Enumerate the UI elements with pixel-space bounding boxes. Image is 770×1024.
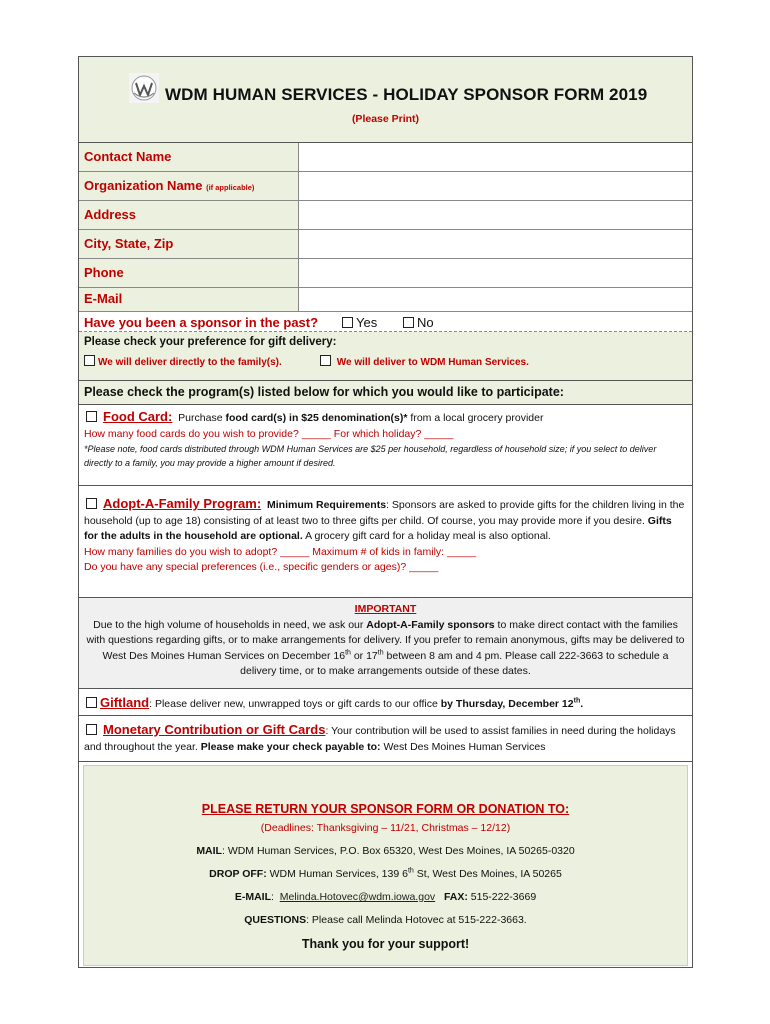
food-card-checkbox[interactable] [86, 411, 97, 422]
form-header [79, 57, 692, 143]
checkbox-icon[interactable] [403, 317, 414, 328]
adopt-a-family-checkbox[interactable] [86, 498, 97, 509]
address-label: Address [84, 207, 137, 222]
contact-name-row [79, 143, 692, 172]
contact-name-field[interactable] [298, 143, 692, 171]
programs-heading: Please check the program(s) listed below for which you would like to participate: [79, 381, 692, 405]
form-title: WDM HUMAN SERVICES - HOLIDAY SPONSOR FORM 2019 [165, 85, 648, 104]
return-dropoff: DROP OFF: WDM Human Services, 139 6th St, West Des Moines, IA 50265 [209, 867, 562, 880]
return-mail: MAIL: WDM Human Services, P.O. Box 65320, West Des Moines, IA 50265-0320 [196, 845, 575, 857]
please-print-note: (Please Print) [351, 113, 420, 125]
contact-name-label: Contact Name [84, 149, 172, 164]
food-card-section: Food Card: Purchase food card(s) in $25 denomination(s)* from a local grocery provider How many food cards do you wish to provide? _____ For which holiday? _____ *Please note, food cards distributed through WDM Human Services are $25 per household, regardless of household size; if you select to deliver directly to a family, you may provide a higher amount if desired. [79, 405, 692, 486]
delivery-preference [79, 332, 692, 381]
deliver-to-wdm-option[interactable]: We will deliver to WDM Human Services. [320, 355, 529, 368]
past-sponsor-label: Have you been a sponsor in the past? [84, 315, 319, 330]
adopt-question-preferences: Do you have any special preferences (i.e., specific genders or ages)? _____ [84, 561, 439, 573]
adopt-question-families: How many families do you wish to adopt? _____ Maximum # of kids in family: _____ [84, 545, 477, 558]
return-email: E-MAIL: Melinda.Hotovec@wdm.iowa.gov FAX: 515-222-3669 [234, 891, 537, 903]
checkbox-icon[interactable] [84, 355, 95, 366]
city-state-zip-label: City, State, Zip [84, 236, 174, 251]
return-info-box [83, 765, 688, 966]
monetary-section: Monetary Contribution or Gift Cards: Your contribution will be used to assist families in need during the holidays and throughout the year. Please make your check payable to: West Des Moines Human Services [79, 716, 692, 762]
return-info-section [79, 762, 692, 969]
past-sponsor-question [79, 312, 692, 332]
phone-row [79, 259, 692, 288]
important-notice [79, 598, 692, 689]
phone-field[interactable] [298, 259, 692, 287]
return-heading: PLEASE RETURN YOUR SPONSOR FORM OR DONATION TO: [201, 802, 570, 816]
delivery-heading: Please check your preference for gift delivery: [84, 336, 337, 348]
monetary-checkbox[interactable] [86, 724, 97, 735]
city-state-zip-field[interactable] [298, 230, 692, 258]
giftland-section: Giftland: Please deliver new, unwrapped toys or gift cards to our office by Thursday, December 12th. [79, 689, 692, 716]
return-deadlines: (Deadlines: Thanksgiving – 11/21, Christmas – 12/12) [260, 822, 511, 834]
city-state-zip-row [79, 230, 692, 259]
giftland-checkbox[interactable] [86, 697, 97, 708]
thank-you-text: Thank you for your support! [301, 937, 470, 951]
adopt-a-family-title: Adopt-A-Family Program: [103, 496, 262, 511]
organization-name-label: Organization Name (if applicable) [84, 178, 255, 193]
email-row [79, 288, 692, 312]
giftland-title: Giftland [100, 695, 150, 710]
address-row [79, 201, 692, 230]
email-link[interactable]: Melinda.Hotovec@wdm.iowa.gov [279, 891, 436, 903]
important-heading: IMPORTANT [354, 603, 417, 615]
past-sponsor-yes-option[interactable]: Yes [342, 315, 377, 330]
sponsor-form [78, 56, 693, 968]
address-field[interactable] [298, 201, 692, 229]
monetary-title: Monetary Contribution or Gift Cards [103, 722, 326, 737]
return-questions: QUESTIONS: Please call Melinda Hotovec at 515-222-3663. [244, 914, 527, 926]
checkbox-icon[interactable] [342, 317, 353, 328]
phone-label: Phone [84, 265, 124, 280]
email-label: E-Mail [84, 291, 123, 306]
important-text: Due to the high volume of households in need, we ask our Adopt-A-Family sponsors to make direct contact with the families with questions regarding gifts, or to make arrangements for delivery. If you prefer to remain anonymous, gifts may be delivered to West Des Moines Human Services on December 16th or 17th between 8 am and 4 pm. Please call 222-3663 to schedule a delivery time, or to make arrangements outside of these dates. [86, 618, 685, 677]
organization-name-row [79, 172, 692, 201]
adopt-a-family-section: Adopt-A-Family Program: Minimum Requirements: Sponsors are asked to provide gifts for the children living in the household (up to age 18) consisting of at least two to three gifts per child. Of course, you may provide more if you desire. Gifts for the adults in the household are optional. A grocery gift card for a holiday meal is also optional. How many families do you wish to adopt? _____ Maximum # of kids in family: _____ Do you have any special preferences (i.e., specific genders or ages)? _____ [79, 486, 692, 598]
email-field[interactable] [298, 288, 692, 311]
food-card-note: *Please note, food cards distributed through WDM Human Services are $25 per household, regardless of household size; if you select to deliver directly to a family, you may provide a higher amount if desired. [84, 444, 657, 468]
organization-name-field[interactable] [298, 172, 692, 200]
food-card-question: How many food cards do you wish to provide? _____ For which holiday? _____ [84, 427, 454, 440]
food-card-title: Food Card: [103, 409, 173, 424]
past-sponsor-no-option[interactable]: No [403, 315, 434, 330]
deliver-to-family-option[interactable]: We will deliver directly to the family(s). [84, 355, 282, 368]
checkbox-icon[interactable] [320, 355, 331, 366]
wdm-logo-icon [129, 73, 159, 103]
